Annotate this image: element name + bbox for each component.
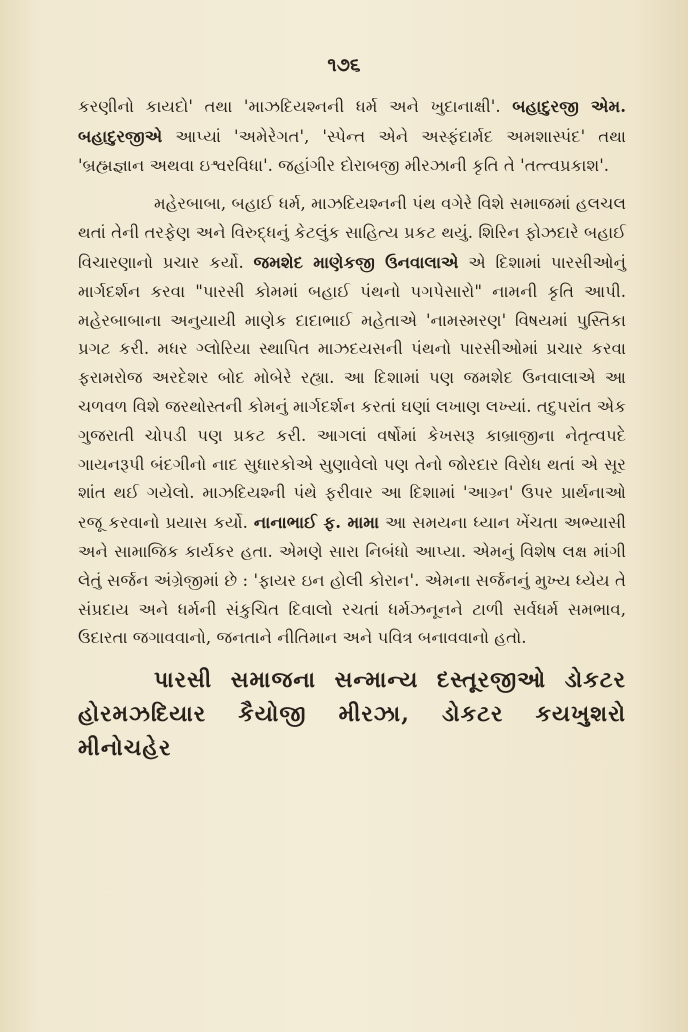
- paragraph: [78, 92, 626, 180]
- bold-name-run: જમશેદ માણેકજી ઉનવાલાએ: [253, 251, 459, 272]
- bold-name-run: બહાદુરજી એમ. બહાદુરજીએ: [78, 96, 626, 146]
- text-run: આપ્યાં 'અમેરેગત', 'સ્પેન્ત એને અસ્ફંદાર્મદ અમશાસ્પંદ' તથા 'બ્રહ્મજ્ઞાન અથવા ઇશ્વરવિધા'. જહાંગીર દોરાબજી મીરઝાની કૃતિ તે 'તત્ત્વપ્રકાશ'.: [78, 126, 626, 175]
- body-text: [78, 92, 626, 765]
- page-number: ૧૭૬: [327, 54, 361, 76]
- text-run: કરણીનો કાયદો' તથા 'માઝદિયશ્નની ધર્મ અને ખુદાનાક્ષી'.: [78, 97, 513, 116]
- bold-name-run: નાનાભાઈ ફ. મામા: [253, 512, 380, 533]
- text-run: પારસી સમાજના સન્માન્ય દસ્તૂરજીઓ ડોકટર હોરમઝદિયાર કૈયોજી મીરઝા, ડોકટર કયખુશરો મીનોચહેર: [78, 667, 626, 762]
- paragraph: [78, 190, 626, 653]
- text-run: મહેરબાબા, બહાઈ ધર્મ, માઝદિયશ્નની પંથ વગેરે વિશે સમાજમાં હલચલ થતાં તેની તરફેણ અને વિરુદ્ધનું કેટલુંક સાહિત્ય પ્રકટ થયું. શિરિન ફોઝદારે બહાઈ વિચારણાનો પ્રચાર કર્યો.: [78, 194, 626, 272]
- paragraph: [78, 663, 626, 765]
- text-run: એ દિશામાં પારસીઓનું માર્ગદર્શન કરવા "પારસી કોમમાં બહાઈ પંથનો પગપેસારો" નામની કૃતિ આપી. મહેરબાબાના અનુયાયી માણેક દાદાભાઈ મહેતાએ 'નામસ્મરણ' વિષયમાં પુસ્તિકા પ્રગટ કરી. મધર ગ્લોરિયા સ્થાપિત માઝદયસની પંથનો પારસીઓમાં પ્રચાર કરવા ફરામરોજ અરદેશર બોદ મોબેરે રહ્યા. આ દિશામાં પણ જમશેદ ઉનવાલાએ આ ચળવળ વિશે જરથોસ્તની કોમનું માર્ગદર્શન કરતાં ઘણાં લખાણ લખ્યાં. તદુપરાંત એક ગુજરાતી ચોપડી પણ પ્રકટ કરી. આગલાં વર્ષોમાં કેખસરૂ કાબ્રાજીના નેતૃત્વપદે ગાયનરૂપી બંદગીનો નાદ સુધારકોએ સુણાવેલો પણ તેનો જોરદાર વિરોધ થતાં એ સૂર શાંત થઈ ગયેલો. માઝદિયશ્ની પંથે ફરીવાર આ દિશામાં 'આગ્ર્ન' ઉપર પ્રાર્થનાઓ રજૂ કરવાનો પ્રયાસ કર્યો.: [78, 252, 626, 533]
- text-run: આ સમયના ધ્યાન ખેંચતા અભ્યાસી અને સામાજિક કાર્યકર હતા. એમણે સારા નિબંધો આપ્યા. એમનું વિશેષ લક્ષ માંગી લેતું સર્જન અંગ્રેજીમાં છે : 'ફાયર ઇન હોલી કોરાન'. એમના સર્જનનું મુખ્ય ધ્યેય તે સંપ્રદાય અને ધર્મની સંકુચિત દિવાલો રચતાં ધર્મઝનૂનને ટાળી સર્વધર્મ સમભાવ, ઉદારતા જગાવવાનો, જનતાને નીતિમાન અને પવિત્ર બનાવવાનો હતો.: [78, 513, 627, 648]
